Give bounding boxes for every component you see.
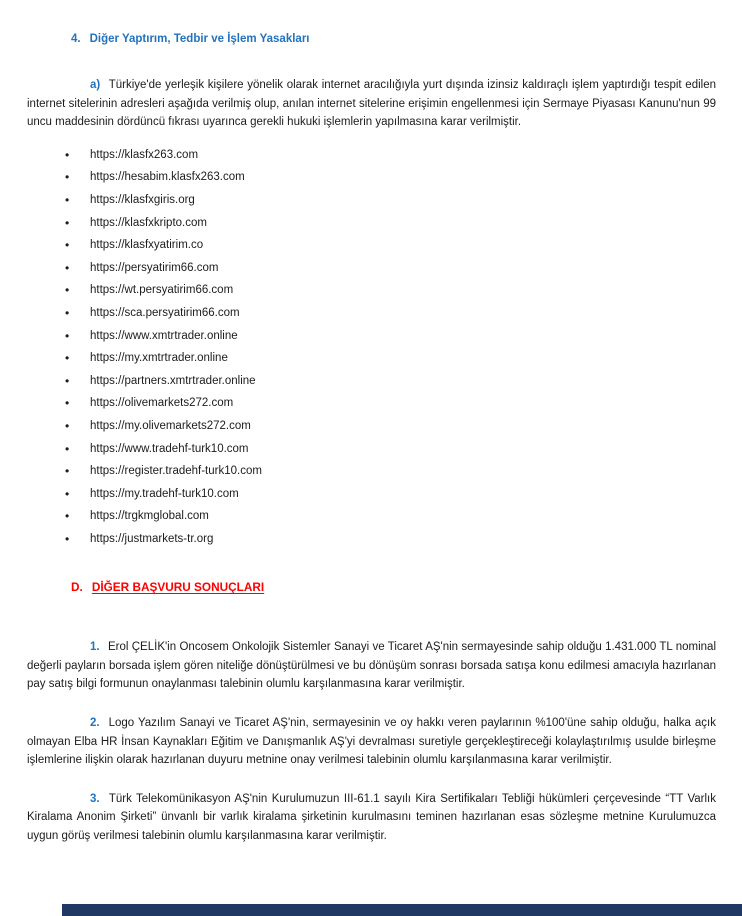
blocked-site-url: https://hesabim.klasfx263.com [90, 171, 245, 184]
list-item [65, 217, 716, 230]
section-d-heading [71, 580, 716, 594]
section-4-title: Diğer Yaptırım, Tedbir ve İşlem Yasakları [89, 33, 310, 45]
decision-3-number: 3. [90, 792, 100, 805]
footer-bar [62, 904, 742, 916]
list-item [65, 352, 716, 365]
blocked-site-url: https://klasfxyatirim.co [90, 239, 204, 252]
blocked-site-url: https://www.tradehf-turk10.com [90, 442, 249, 455]
list-item [65, 420, 716, 433]
bullet-icon: • [65, 373, 70, 388]
decision-1-text: Erol ÇELİK'in Oncosem Onkolojik Sistemler Sanayi ve Ticaret AŞ'nin sermayesinde sahip olduğu 1.431.000 TL nominal değerli payların borsada işlem gören niteliğe dönüştürülmesi ve bu dönüşüm sonrası borsada satışa konu edilmesi amacıyla hazırlanan pay satış bilgi formunun onaylanması talebinin olumlu karşılanmasına karar verilmiştir. [27, 641, 716, 691]
list-item [65, 375, 716, 388]
section-d-title: DİĞER BAŞVURU SONUÇLARI [91, 580, 265, 595]
list-item [65, 465, 716, 478]
bullet-icon: • [65, 486, 70, 501]
bullet-icon: • [65, 283, 70, 298]
decision-2-number: 2. [90, 717, 100, 730]
blocked-site-url: https://sca.persyatirim66.com [90, 306, 240, 319]
blocked-site-url: https://justmarkets-tr.org [90, 532, 214, 545]
blocked-site-url: https://my.olivemarkets272.com [90, 419, 251, 432]
blocked-site-url: https://my.tradehf-turk10.com [90, 487, 239, 500]
list-item [65, 239, 716, 252]
bullet-icon: • [65, 328, 70, 343]
list-item [65, 330, 716, 343]
list-item [65, 171, 716, 184]
decision-2-text: Logo Yazılım Sanayi ve Ticaret AŞ'nin, sermayesinin ve oy hakkı veren paylarının %100'üne sahip olduğu, halka açık olmayan Elba HR İnsan Kaynakları Eğitim ve Danışmanlık AŞ'yi devralması suretiyle gerçekleştireceği kolaylaştırılmış usulde birleşme işlemlerine ilişkin olarak hazırlanan duyuru metnine onay verilmesi talebinin olumlu karşılanmasına karar verilmiştir. [27, 717, 716, 767]
bullet-icon: • [65, 531, 70, 546]
bullet-icon: • [65, 464, 70, 479]
bullet-icon: • [65, 396, 70, 411]
list-item [65, 488, 716, 501]
paragraph-a-marker: a) [90, 79, 101, 91]
blocked-site-url: https://partners.xmtrtrader.online [90, 374, 256, 387]
list-item [65, 262, 716, 275]
bullet-icon: • [65, 238, 70, 253]
blocked-site-url: https://klasfxkripto.com [90, 216, 207, 229]
bullet-icon: • [65, 418, 70, 433]
bullet-icon: • [65, 305, 70, 320]
list-item [65, 533, 716, 546]
list-item [65, 149, 716, 162]
blocked-site-url: https://klasfxgiris.org [90, 193, 195, 206]
blocked-sites-list [65, 149, 716, 547]
list-item [65, 307, 716, 320]
list-item [65, 443, 716, 456]
blocked-site-url: https://persyatirim66.com [90, 261, 219, 274]
decision-paragraph-3 [27, 790, 716, 846]
blocked-site-url: https://trgkmglobal.com [90, 510, 209, 523]
paragraph-a [27, 76, 716, 132]
list-item [65, 194, 716, 207]
decision-paragraph-1 [27, 638, 716, 694]
bullet-icon: • [65, 509, 70, 524]
list-item [65, 284, 716, 297]
bullet-icon: • [65, 192, 70, 207]
section-4-heading [71, 33, 716, 45]
decision-1-number: 1. [90, 641, 100, 654]
section-4-number: 4. [71, 33, 81, 45]
bullet-icon: • [65, 260, 70, 275]
section-d-letter: D. [71, 580, 83, 595]
blocked-site-url: https://olivemarkets272.com [90, 397, 234, 410]
decision-paragraph-2 [27, 714, 716, 770]
bullet-icon: • [65, 170, 70, 185]
blocked-site-url: https://register.tradehf-turk10.com [90, 465, 262, 478]
list-item [65, 510, 716, 523]
paragraph-a-text: Türkiye'de yerleşik kişilere yönelik olarak internet aracılığıyla yurt dışında izinsiz kaldıraçlı işlem yaptırdığı tespit edilen internet sitelerinin adresleri aşağıda verilmiş olup, anılan internet sitelerine erişimin engellenmesi için Sermaye Piyasası Kanunu'nun 99 uncu maddesinin dördüncü fıkrası uyarınca gerekli hukuki işlemlerin yapılmasına karar verilmiştir. [27, 79, 716, 129]
blocked-site-url: https://klasfx263.com [90, 148, 199, 161]
bullet-icon: • [65, 441, 70, 456]
blocked-site-url: https://wt.persyatirim66.com [90, 284, 234, 297]
blocked-site-url: https://my.xmtrtrader.online [90, 352, 228, 365]
blocked-site-url: https://www.xmtrtrader.online [90, 329, 238, 342]
list-item [65, 397, 716, 410]
bullet-icon: • [65, 147, 70, 162]
decision-3-text: Türk Telekomünikasyon AŞ'nin Kurulumuzun III-61.1 sayılı Kira Sertifikaları Tebliği hükümleri çerçevesinde “TT Varlık Kiralama Anonim Şirketi” ünvanlı bir varlık kiralama şirketinin kurulmasını teminen hazırlanan esas sözleşme metnine Kurulumuzca uygun görüş verilmesi talebinin olumlu karşılanmasına karar verilmiştir. [27, 792, 716, 843]
bullet-icon: • [65, 215, 70, 230]
bullet-icon: • [65, 351, 70, 366]
